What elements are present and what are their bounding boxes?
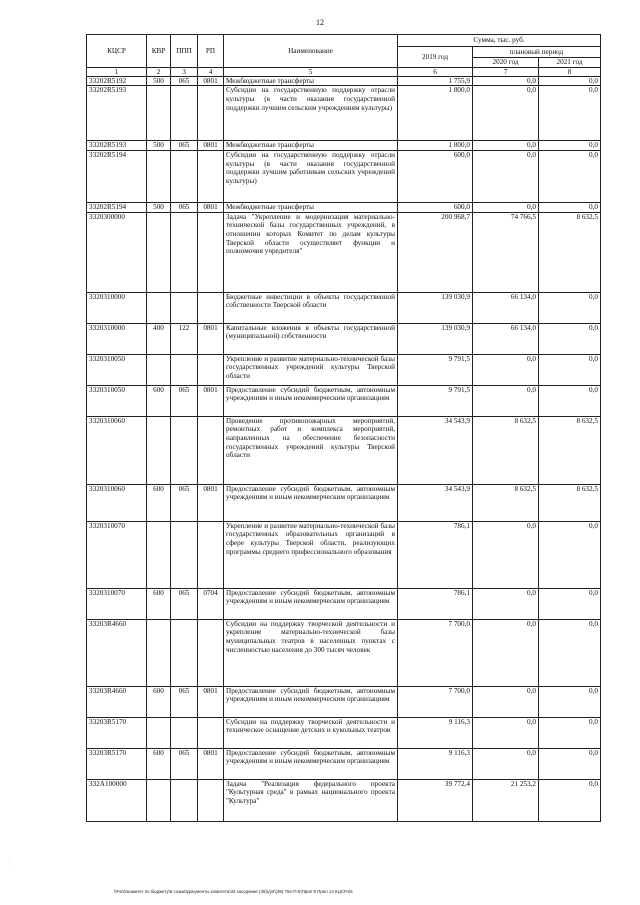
- cell-rp: 0801: [198, 484, 224, 521]
- cell-ppp: [171, 416, 198, 484]
- cell-kcsr: 3320310060: [87, 416, 147, 484]
- cell-2019: 9 791,5: [398, 385, 473, 416]
- cell-rp: 0704: [198, 588, 224, 619]
- cell-name: Укрепление и развитие материально-технической базы государственных образовательных организаций в сфере культуры Тверской области, реализующих программы среднего профессионального образования: [224, 521, 398, 588]
- cell-2019: 7 700,0: [398, 619, 473, 686]
- cell-kcsr: 33203R4660: [87, 619, 147, 686]
- table-row: [87, 686, 601, 717]
- cell-name: Предоставление субсидий бюджетным, автономным учреждениям и иным некоммерческим организациям: [224, 748, 398, 779]
- cell-kcsr: 33202R5192: [87, 76, 147, 86]
- cell-2020: 74 766,5: [473, 212, 539, 292]
- cell-ppp: [171, 212, 198, 292]
- cell-ppp: 065: [171, 686, 198, 717]
- cell-rp: [198, 354, 224, 385]
- cell-2021: 0,0: [539, 141, 601, 151]
- cell-2021: 0,0: [539, 521, 601, 588]
- col-number: 1: [87, 67, 147, 76]
- cell-2021: 0,0: [539, 86, 601, 141]
- cell-kvr: [147, 354, 171, 385]
- budget-table: [86, 34, 601, 822]
- cell-2021: 0,0: [539, 354, 601, 385]
- cell-kcsr: 3320310070: [87, 588, 147, 619]
- cell-2019: 139 030,9: [398, 292, 473, 323]
- cell-2019: 39 772,4: [398, 779, 473, 821]
- cell-kvr: 600: [147, 385, 171, 416]
- cell-2019: 200 968,7: [398, 212, 473, 292]
- cell-name: Укрепление и развитие материально-технической базы государственных учреждений культуры Тверской области: [224, 354, 398, 385]
- page-number: 12: [316, 18, 324, 27]
- column-numbers-row: [87, 67, 601, 76]
- cell-name: Предоставление субсидий бюджетным, автономным учреждениям и иным некоммерческим организациям: [224, 484, 398, 521]
- cell-name: Задача "Укрепление и модернизация материально-технической базы государственных учреждений, в отношении которых Комитет по делам культуры Тверской области осуществляет функции и полномочия учредителя": [224, 212, 398, 292]
- header-2021: 2021 год: [539, 58, 601, 68]
- file-path-footer: \\Fs01\комитет по бюджету\6 созыв\Документы комитета\33 заседание (45)\д\п\(39) 784-П-6\Прил 9 Прил 14 КЦСР.xls: [114, 889, 353, 894]
- cell-kcsr: 33202R5194: [87, 150, 147, 202]
- cell-kvr: 500: [147, 76, 171, 86]
- cell-kvr: [147, 779, 171, 821]
- cell-2021: 0,0: [539, 385, 601, 416]
- cell-ppp: [171, 779, 198, 821]
- cell-2020: 0,0: [473, 86, 539, 141]
- table-row: [87, 484, 601, 521]
- cell-kvr: [147, 212, 171, 292]
- cell-2020: 0,0: [473, 141, 539, 151]
- cell-name: Межбюджетные трансферты: [224, 202, 398, 212]
- cell-kvr: [147, 292, 171, 323]
- margin-marks: · · ·: [6, 858, 12, 866]
- cell-2020: 0,0: [473, 385, 539, 416]
- table-row: [87, 779, 601, 821]
- cell-kcsr: 3320310070: [87, 521, 147, 588]
- cell-kcsr: 3320310050: [87, 354, 147, 385]
- cell-2021: 8 632,5: [539, 212, 601, 292]
- cell-kvr: 600: [147, 588, 171, 619]
- cell-kcsr: 3320310060: [87, 484, 147, 521]
- cell-name: Капитальные вложения в объекты государственной (муниципальной) собственности: [224, 323, 398, 354]
- cell-ppp: 122: [171, 323, 198, 354]
- cell-2019: 34 543,9: [398, 484, 473, 521]
- table-body: [87, 76, 601, 821]
- cell-2021: 0,0: [539, 588, 601, 619]
- cell-rp: 0801: [198, 323, 224, 354]
- cell-rp: [198, 779, 224, 821]
- table-row: [87, 86, 601, 141]
- cell-2019: 600,0: [398, 150, 473, 202]
- table-row: [87, 416, 601, 484]
- cell-2020: 0,0: [473, 686, 539, 717]
- cell-name: Субсидии на государственную поддержку отрасли культуры (в части оказания государственной поддержки лучшим работникам сельских учреждений культуры): [224, 150, 398, 202]
- cell-rp: [198, 86, 224, 141]
- table-row: [87, 202, 601, 212]
- cell-2021: 8 632,5: [539, 416, 601, 484]
- cell-rp: [198, 521, 224, 588]
- cell-kcsr: 33203R5170: [87, 748, 147, 779]
- cell-2019: 1 755,9: [398, 76, 473, 86]
- cell-ppp: 065: [171, 588, 198, 619]
- col-number: 6: [398, 67, 473, 76]
- col-number: 8: [539, 67, 601, 76]
- cell-2021: 0,0: [539, 202, 601, 212]
- cell-2019: 9 116,3: [398, 717, 473, 748]
- cell-ppp: 065: [171, 484, 198, 521]
- cell-kcsr: 332A100000: [87, 779, 147, 821]
- cell-2019: 7 700,0: [398, 686, 473, 717]
- table-row: [87, 292, 601, 323]
- cell-name: Задача "Реализация федерального проекта "Культурная среда" в рамках национального проекта "Культура": [224, 779, 398, 821]
- cell-ppp: [171, 292, 198, 323]
- cell-2019: 1 800,0: [398, 86, 473, 141]
- col-number: 5: [224, 67, 398, 76]
- cell-kvr: [147, 150, 171, 202]
- cell-2021: 0,0: [539, 323, 601, 354]
- cell-2019: 600,0: [398, 202, 473, 212]
- cell-ppp: [171, 521, 198, 588]
- cell-name: Предоставление субсидий бюджетным, автономным учреждениям и иным некоммерческим организациям: [224, 588, 398, 619]
- cell-name: Межбюджетные трансферты: [224, 76, 398, 86]
- cell-2020: 0,0: [473, 521, 539, 588]
- cell-2020: 8 632,5: [473, 484, 539, 521]
- cell-2020: 0,0: [473, 588, 539, 619]
- cell-name: Межбюджетные трансферты: [224, 141, 398, 151]
- cell-2019: 34 543,9: [398, 416, 473, 484]
- header-2020: 2020 год: [473, 58, 539, 68]
- cell-kcsr: 33202R5194: [87, 202, 147, 212]
- cell-2020: 21 253,2: [473, 779, 539, 821]
- cell-rp: [198, 416, 224, 484]
- cell-ppp: 065: [171, 385, 198, 416]
- cell-kvr: 600: [147, 748, 171, 779]
- cell-ppp: 065: [171, 76, 198, 86]
- table-row: [87, 521, 601, 588]
- cell-name: Субсидии на государственную поддержку отрасли культуры (в части оказания государственной поддержки лучшим сельским учреждениям культуры): [224, 86, 398, 141]
- table-row: [87, 141, 601, 151]
- table-row: [87, 748, 601, 779]
- header-plan-period: плановый период: [473, 47, 601, 58]
- cell-rp: [198, 619, 224, 686]
- cell-2021: 0,0: [539, 748, 601, 779]
- cell-2019: 9 116,3: [398, 748, 473, 779]
- cell-kvr: [147, 86, 171, 141]
- cell-rp: 0801: [198, 141, 224, 151]
- col-number: 2: [147, 67, 171, 76]
- cell-kcsr: 3320310050: [87, 385, 147, 416]
- cell-name: Субсидии на поддержку творческой деятельности и техническое оснащение детских и кукольных театров: [224, 717, 398, 748]
- table-row: [87, 619, 601, 686]
- cell-2020: 66 134,0: [473, 323, 539, 354]
- cell-2021: 0,0: [539, 717, 601, 748]
- cell-kcsr: 33203R5170: [87, 717, 147, 748]
- cell-2021: 0,0: [539, 150, 601, 202]
- cell-2020: 0,0: [473, 202, 539, 212]
- table-row: [87, 150, 601, 202]
- cell-2021: 0,0: [539, 779, 601, 821]
- cell-kvr: [147, 521, 171, 588]
- col-number: 3: [171, 67, 198, 76]
- cell-2020: 8 632,5: [473, 416, 539, 484]
- header-kcsr: КЦСР: [87, 35, 147, 68]
- cell-2021: 0,0: [539, 619, 601, 686]
- cell-rp: [198, 292, 224, 323]
- cell-2021: 0,0: [539, 76, 601, 86]
- cell-ppp: [171, 619, 198, 686]
- cell-kvr: [147, 619, 171, 686]
- cell-rp: 0801: [198, 748, 224, 779]
- cell-ppp: 065: [171, 202, 198, 212]
- cell-kcsr: 33202R5193: [87, 141, 147, 151]
- table-row: [87, 385, 601, 416]
- cell-2020: 0,0: [473, 76, 539, 86]
- cell-name: Субсидии на поддержку творческой деятельности и укрепление материально-технической базы муниципальных театров в населенных пунктах с численностью населения до 300 тысяч человек: [224, 619, 398, 686]
- cell-2019: 139 030,9: [398, 323, 473, 354]
- cell-2021: 8 632,5: [539, 484, 601, 521]
- cell-ppp: [171, 717, 198, 748]
- cell-2020: 66 134,0: [473, 292, 539, 323]
- cell-kvr: 600: [147, 686, 171, 717]
- cell-2021: 0,0: [539, 686, 601, 717]
- cell-kcsr: 3320310000: [87, 292, 147, 323]
- cell-name: Проведение противопожарных мероприятий, ремонтных работ и комплекса мероприятий, направленных на обеспечение безопасности государственных учреждений культуры Тверской области: [224, 416, 398, 484]
- cell-2020: 0,0: [473, 354, 539, 385]
- header-kvr: КВР: [147, 35, 171, 68]
- cell-2021: 0,0: [539, 292, 601, 323]
- cell-rp: 0801: [198, 686, 224, 717]
- cell-name: Предоставление субсидий бюджетным, автономным учреждениям и иным некоммерческим организациям: [224, 686, 398, 717]
- header-2019: 2019 год: [398, 47, 473, 68]
- table-row: [87, 354, 601, 385]
- table-row: [87, 76, 601, 86]
- cell-kvr: [147, 717, 171, 748]
- table-row: [87, 323, 601, 354]
- cell-2020: 0,0: [473, 748, 539, 779]
- cell-ppp: [171, 150, 198, 202]
- cell-2019: 9 791,5: [398, 354, 473, 385]
- cell-name: Предоставление субсидий бюджетным, автономным учреждениям и иным некоммерческим организациям: [224, 385, 398, 416]
- cell-kvr: 400: [147, 323, 171, 354]
- cell-ppp: 065: [171, 748, 198, 779]
- cell-rp: [198, 212, 224, 292]
- cell-ppp: [171, 354, 198, 385]
- cell-kvr: 500: [147, 141, 171, 151]
- cell-ppp: 065: [171, 141, 198, 151]
- cell-rp: [198, 150, 224, 202]
- cell-kcsr: 33203R4660: [87, 686, 147, 717]
- cell-2020: 0,0: [473, 619, 539, 686]
- cell-name: Бюджетные инвестиции в объекты государственной собственности Тверской области: [224, 292, 398, 323]
- cell-2019: 786,1: [398, 588, 473, 619]
- header-sum: Сумма, тыс. руб.: [398, 35, 601, 47]
- cell-ppp: [171, 86, 198, 141]
- header-name: Наименование: [224, 35, 398, 68]
- cell-2020: 0,0: [473, 717, 539, 748]
- cell-2019: 786,1: [398, 521, 473, 588]
- cell-2019: 1 800,0: [398, 141, 473, 151]
- cell-kcsr: 3320300000: [87, 212, 147, 292]
- cell-rp: [198, 717, 224, 748]
- cell-rp: 0801: [198, 76, 224, 86]
- table-row: [87, 212, 601, 292]
- cell-2020: 0,0: [473, 150, 539, 202]
- cell-kcsr: 33202R5193: [87, 86, 147, 141]
- cell-kvr: 600: [147, 484, 171, 521]
- cell-rp: 0801: [198, 385, 224, 416]
- cell-kcsr: 3320310000: [87, 323, 147, 354]
- cell-kvr: [147, 416, 171, 484]
- table-row: [87, 717, 601, 748]
- header-ppp: ППП: [171, 35, 198, 68]
- table-row: [87, 588, 601, 619]
- cell-kvr: 500: [147, 202, 171, 212]
- cell-rp: 0801: [198, 202, 224, 212]
- header-rp: РП: [198, 35, 224, 68]
- col-number: 4: [198, 67, 224, 76]
- col-number: 7: [473, 67, 539, 76]
